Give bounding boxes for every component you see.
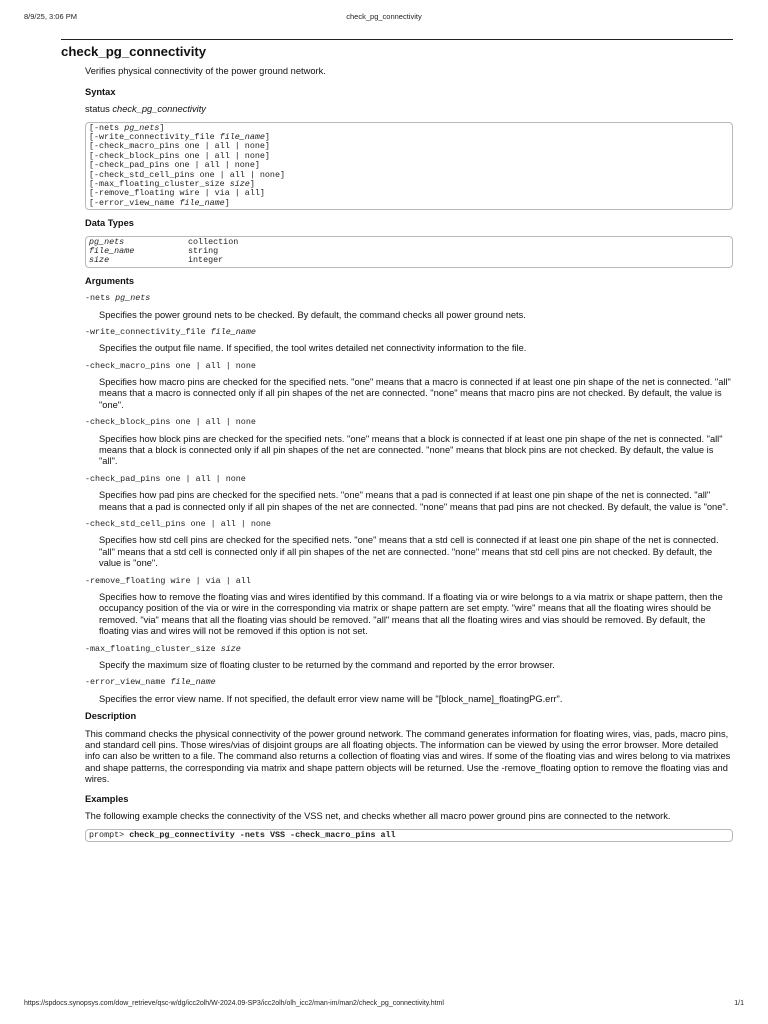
argument-description: Specifies how macro pins are checked for the specified nets. "one" means that a macro is connected if at least one pin shape of the net is connected. "all" means that a macro is connected only if all pin shapes of the net are connected. "none" means that macro pins are not checked. By default, the value is "one".: [99, 377, 731, 410]
syntax-text: [-check_std_cell_pins one | all | none]: [89, 169, 286, 180]
divider: [61, 39, 733, 40]
print-date: 8/9/25, 3:06 PM: [24, 12, 77, 21]
argument-name: [85, 519, 733, 529]
argument-name: [85, 576, 733, 586]
argument-description: Specifies the error view name. If not specified, the default error view name will be "[block_name]_floatingPG.err".: [99, 693, 563, 704]
syntax-line: [89, 199, 729, 208]
syntax-text: [-write_connectivity_file: [89, 131, 220, 142]
syntax-text: [-check_block_pins one | all | none]: [89, 150, 270, 161]
argument-name: [85, 644, 733, 654]
print-url: https://spdocs.synopsys.com/dow_retrieve/qsc-w/dg/icc2olh/W-2024.09-SP3/icc2olh/olh_icc2/man-im/man2/check_pg_connectivity.html: [24, 1000, 444, 1007]
argument-description: Specifies the power ground nets to be checked. By default, the command checks all power ground nets.: [99, 309, 526, 320]
example-code-block: [85, 829, 733, 842]
syntax-arg: file_name: [179, 197, 225, 208]
argument-option: -remove_floating wire | via | all: [85, 575, 251, 586]
arguments-heading: Arguments: [85, 275, 135, 286]
argument-description: Specifies how pad pins are checked for the specified nets. "one" means that a pad is connected if at least one pin shape of the net is connected. "all" means that a pad is connected only if all pin shapes of the net are connected. "none" means that pad pins are not checked. By default, the value is "one".: [99, 490, 729, 512]
argument-name: [85, 474, 733, 484]
syntax-arg: pg_nets: [124, 122, 160, 133]
syntax-text: [-error_view_name: [89, 197, 180, 208]
data-type-type: string: [188, 245, 219, 256]
print-title: check_pg_connectivity: [346, 12, 422, 21]
print-footer: [24, 1000, 744, 1012]
syntax-text: [-remove_floating wire | via | all]: [89, 188, 265, 199]
status-command: check_pg_connectivity: [112, 104, 206, 115]
argument-option: -write_connectivity_file: [85, 326, 211, 337]
data-type-type: integer: [188, 255, 224, 266]
argument-option: -check_pad_pins one | all | none: [85, 473, 246, 484]
syntax-text: [-max_floating_cluster_size: [89, 178, 230, 189]
argument-name: [85, 327, 733, 337]
argument-description: Specifies how to remove the floating vias and wires identified by this command. If a floating via or wire belongs to a via matrix or shape pattern, then the occupancy position of the via or wire in the corresponding via matrix or shape pattern are set empty. "wire" means that all the floating wires should be removed. "via" means that all the floating vias should be removed. "all" means that all the floating wires and vias should be removed. By default, the floating vias and wires will not be removed if this option is not set.: [99, 592, 723, 637]
argument-name: [85, 417, 733, 427]
argument-option: -max_floating_cluster_size: [85, 643, 221, 654]
argument-param: file_name: [210, 326, 256, 337]
lead-text: Verifies physical connectivity of the power ground network.: [85, 66, 326, 77]
status-prefix: status: [85, 104, 113, 115]
syntax-text: ]: [159, 122, 165, 133]
argument-option: -check_std_cell_pins one | all | none: [85, 519, 271, 530]
document-body: [61, 66, 733, 842]
data-types-heading: Data Types: [85, 218, 134, 229]
syntax-text: ]: [224, 197, 230, 208]
syntax-code-block: [85, 122, 733, 211]
argument-option: -check_macro_pins one | all | none: [85, 360, 256, 371]
data-types-code-block: [85, 236, 733, 268]
argument-description: Specifies how std cell pins are checked for the specified nets. "one" means that a std cell is connected if at least one pin shape of the net is connected. "all" means that a std cell is connected only if all pin shapes of the net are connected. "none" means that std cell pins are not checked. By default, the value is "one".: [99, 535, 719, 569]
examples-heading: Examples: [85, 793, 129, 804]
syntax-text: ]: [264, 131, 270, 142]
syntax-text: ]: [249, 178, 255, 189]
page-number: 1/1: [734, 1000, 744, 1007]
argument-option: -nets: [85, 293, 116, 304]
arguments-list: [85, 293, 733, 705]
argument-option: -error_view_name: [85, 677, 171, 688]
syntax-text: [-check_macro_pins one | all | none]: [89, 141, 270, 152]
data-type-name: pg_nets: [89, 236, 125, 247]
syntax-text: [-nets: [89, 122, 125, 133]
data-type-type: collection: [188, 236, 239, 247]
print-header: [24, 12, 744, 24]
syntax-status-line: [85, 104, 733, 115]
example-command: check_pg_connectivity -nets VSS -check_macro_pins all: [129, 829, 396, 840]
data-type-name: size: [89, 255, 110, 266]
data-type-name: file_name: [89, 245, 135, 256]
document-content: [61, 39, 733, 850]
argument-description: Specifies how block pins are checked for the specified nets. "one" means that a block is connected if at least one pin shape of the net is connected. "all" means that a block is connected only if all pin shapes of the net are connected. "none" means that block pins are not checked. By default, the value is "all".: [99, 433, 723, 467]
argument-name: [85, 361, 733, 371]
syntax-arg: file_name: [219, 131, 265, 142]
argument-param: file_name: [170, 677, 216, 688]
examples-text: The following example checks the connectivity of the VSS net, and checks whether all macro power ground pins are connected to the network.: [85, 811, 671, 822]
argument-param: pg_nets: [115, 293, 151, 304]
description-heading: Description: [85, 711, 137, 722]
data-type-row: [89, 256, 729, 265]
argument-param: size: [220, 643, 241, 654]
page-title: check_pg_connectivity: [61, 44, 207, 59]
example-prompt: prompt>: [89, 829, 130, 840]
data-type-row: [89, 238, 729, 247]
data-type-row: [89, 247, 729, 256]
syntax-arg: size: [229, 178, 250, 189]
argument-name: [85, 677, 733, 687]
argument-name: [85, 293, 733, 303]
syntax-heading: Syntax: [85, 86, 116, 97]
argument-description: Specify the maximum size of floating cluster to be returned by the command and reported by the error browser.: [99, 660, 555, 671]
argument-description: Specifies the output file name. If specified, the tool writes detailed net connectivity information to the file.: [99, 343, 527, 354]
argument-option: -check_block_pins one | all | none: [85, 417, 256, 428]
syntax-text: [-check_pad_pins one | all | none]: [89, 160, 260, 171]
description-text: This command checks the physical connectivity of the power ground network. The command generates information for floating wires, vias, pads, macro pins, and standard cell pins. Those wires/vias of disjoint groups are all floating objects. The information can be viewed by using the error browser. More detailed info can also be written to a file. The command also returns a collection of floating vias and wires. If some of the floating vias and wires belong to via matrixes and shape patterns, the corresponding via matrix and shape pattern objects will be returned. Use the -remove_floating option to remove the floating vias and wires.: [85, 728, 731, 785]
